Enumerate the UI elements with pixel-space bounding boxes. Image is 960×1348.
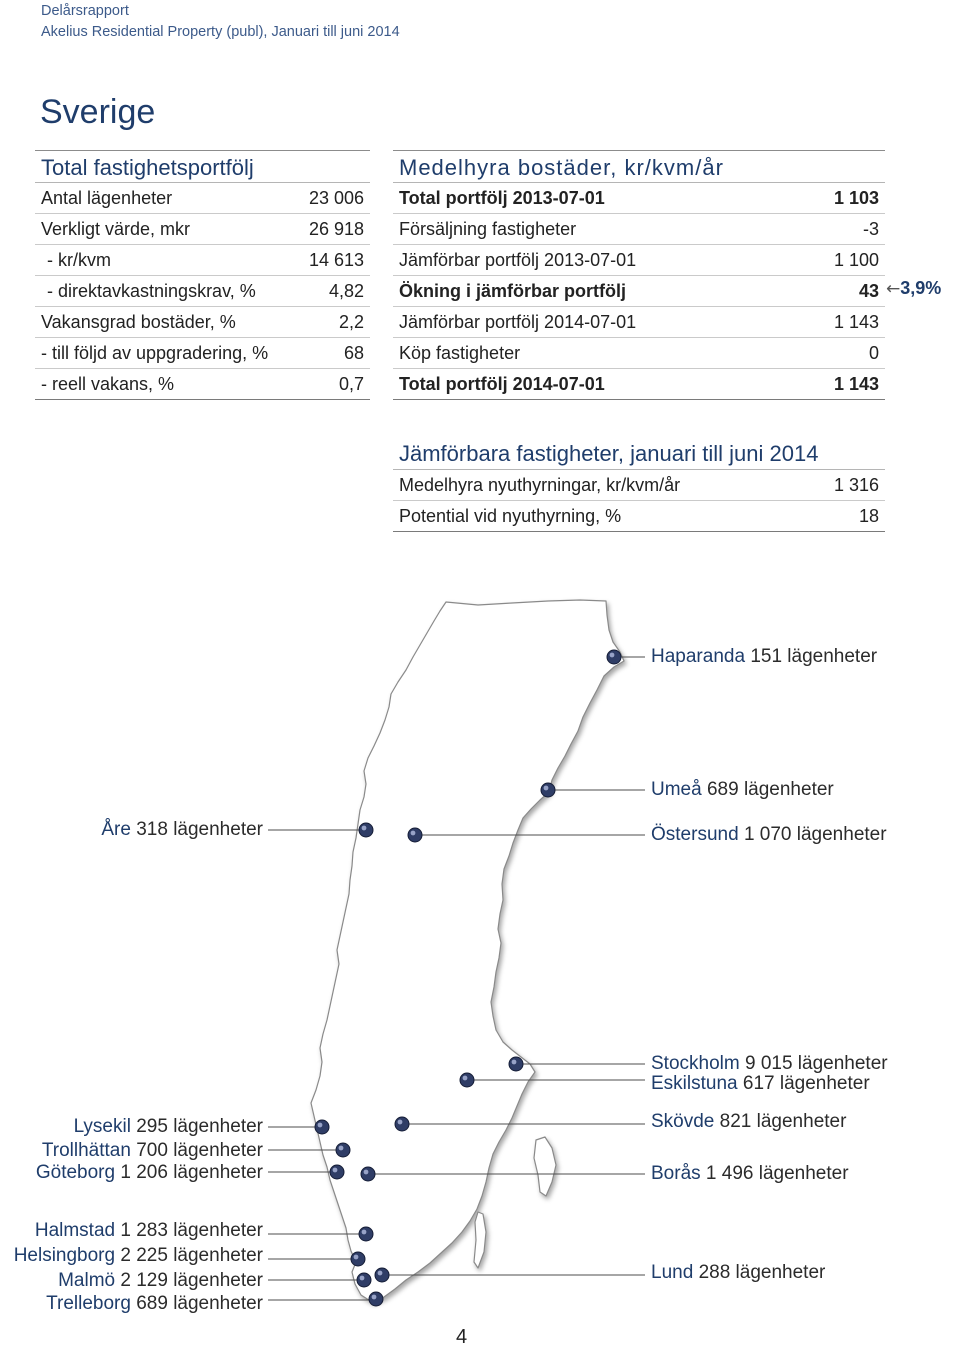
location-label-are <box>101 819 263 841</box>
map-marker-halmstad <box>359 1227 373 1241</box>
row-value: 1 143 <box>833 373 879 394</box>
table-row <box>35 338 370 369</box>
map-marker-trollhattan <box>336 1143 350 1157</box>
row-value: 2,2 <box>338 311 364 332</box>
increase-percent: 3,9% <box>900 278 942 298</box>
city-name: Borås <box>651 1163 701 1184</box>
map-marker-trelleborg <box>369 1292 383 1306</box>
page-number: 4 <box>456 1326 468 1348</box>
table-row <box>35 214 370 245</box>
city-name: Göteborg <box>35 1162 116 1183</box>
table-row <box>35 276 370 307</box>
apartment-count: 295 lägenheter <box>136 1116 263 1137</box>
table-row <box>393 183 885 214</box>
apartment-count: 689 lägenheter <box>706 779 834 800</box>
row-value: 68 <box>343 342 364 363</box>
table-row <box>35 245 370 276</box>
location-label-lysekil <box>74 1116 263 1138</box>
city-name: Haparanda <box>651 646 746 667</box>
portfolio-table <box>35 150 370 400</box>
city-name: Malmö <box>58 1270 116 1291</box>
row-value: 14 613 <box>308 249 364 270</box>
city-name: Stockholm <box>651 1053 740 1074</box>
map-marker-lund <box>375 1268 389 1282</box>
row-label: Jämförbar portfölj 2014-07-01 <box>399 311 637 332</box>
gotland-island <box>534 1137 556 1196</box>
table-row <box>35 183 370 214</box>
report-type: Delårsrapport <box>41 3 129 19</box>
row-label: Total portfölj 2013-07-01 <box>399 187 605 208</box>
row-value: 26 918 <box>308 218 364 239</box>
row-value: 0,7 <box>338 373 364 394</box>
apartment-count: 821 lägenheter <box>719 1111 847 1132</box>
table-title: Total fastighetsportfölj <box>35 150 370 183</box>
row-label: Försäljning fastigheter <box>399 218 577 239</box>
location-label-eskilstuna <box>651 1073 870 1095</box>
table-row <box>393 307 885 338</box>
apartment-count: 2 225 lägenheter <box>120 1245 263 1266</box>
row-label: Vakansgrad bostäder, % <box>41 311 236 332</box>
map-marker-are <box>359 823 373 837</box>
table-row <box>35 307 370 338</box>
apartment-count: 2 129 lägenheter <box>120 1270 263 1291</box>
apartment-count: 288 lägenheter <box>698 1262 826 1283</box>
map-marker-haparanda <box>607 650 621 664</box>
map-marker-helsingborg <box>351 1252 365 1266</box>
location-label-skovde <box>651 1111 846 1133</box>
report-subtitle: Akelius Residential Property (publ), Januari till juni 2014 <box>41 24 400 40</box>
apartment-count: 318 lägenheter <box>136 819 263 840</box>
row-value: -3 <box>862 218 879 239</box>
increase-note <box>886 277 941 300</box>
table-row <box>393 369 885 400</box>
report-header <box>41 1 400 43</box>
location-label-stockholm <box>651 1053 888 1075</box>
map-marker-goteborg <box>330 1165 344 1179</box>
location-label-malmo <box>58 1270 263 1292</box>
location-label-umea <box>651 779 834 801</box>
row-label: Ökning i jämförbar portfölj <box>399 280 627 301</box>
row-value: 43 <box>858 280 879 301</box>
apartment-count: 1 496 lägenheter <box>705 1163 849 1184</box>
oland-island <box>474 1212 486 1268</box>
location-label-ostersund <box>651 824 887 846</box>
city-name: Trelleborg <box>46 1293 131 1314</box>
table-row <box>393 501 885 532</box>
table-row <box>393 470 885 501</box>
table-row <box>35 369 370 400</box>
row-label: - direktavkastningskrav, % <box>47 280 256 301</box>
arrow-left-icon: ← <box>886 279 901 299</box>
table-row <box>393 245 885 276</box>
row-label: Total portfölj 2014-07-01 <box>399 373 605 394</box>
table-row <box>393 338 885 369</box>
row-label: - kr/kvm <box>47 249 111 270</box>
location-label-boras <box>651 1163 849 1185</box>
table-title: Jämförbara fastigheter, januari till juni 2014 <box>393 437 885 470</box>
location-label-haparanda <box>651 646 877 668</box>
row-label: Medelhyra nyuthyrningar, kr/kvm/år <box>399 474 681 495</box>
row-value: 4,82 <box>328 280 364 301</box>
row-label: Antal lägenheter <box>41 187 173 208</box>
table-row <box>393 214 885 245</box>
row-value: 18 <box>858 505 879 526</box>
row-label: Potential vid nyuthyrning, % <box>399 505 622 526</box>
table-title: Medelhyra bostäder, kr/kvm/år <box>393 150 885 183</box>
map-marker-malmo <box>357 1273 371 1287</box>
map-marker-ostersund <box>408 828 422 842</box>
apartment-count: 1 283 lägenheter <box>120 1220 263 1241</box>
row-value: 0 <box>868 342 879 363</box>
city-name: Lysekil <box>73 1116 131 1137</box>
row-label: Verkligt värde, mkr <box>41 218 191 239</box>
comparable-table <box>393 437 885 532</box>
location-label-lund <box>651 1262 825 1284</box>
row-label: - till följd av uppgradering, % <box>41 342 269 363</box>
row-value: 23 006 <box>308 187 364 208</box>
sweden-outline <box>311 600 624 1302</box>
rent-table <box>393 150 885 400</box>
apartment-count: 700 lägenheter <box>136 1140 263 1161</box>
apartment-count: 1 206 lägenheter <box>120 1162 263 1183</box>
table-body <box>393 470 885 532</box>
row-value: 1 100 <box>833 249 879 270</box>
city-name: Trollhättan <box>41 1140 131 1161</box>
row-value: 1 143 <box>833 311 879 332</box>
city-name: Lund <box>651 1262 694 1283</box>
map-marker-eskilstuna <box>460 1073 474 1087</box>
table-body <box>35 183 370 400</box>
city-name: Eskilstuna <box>651 1073 738 1094</box>
map-marker-boras <box>361 1167 375 1181</box>
apartment-count: 1 070 lägenheter <box>743 824 887 845</box>
city-name: Östersund <box>651 824 739 845</box>
apartment-count: 9 015 lägenheter <box>744 1053 888 1074</box>
location-label-halmstad <box>35 1220 263 1242</box>
apartment-count: 151 lägenheter <box>750 646 878 667</box>
map-marker-umea <box>541 783 555 797</box>
location-label-trelleborg <box>46 1293 263 1315</box>
location-label-helsingborg <box>14 1245 263 1267</box>
city-name: Halmstad <box>34 1220 116 1241</box>
apartment-count: 689 lägenheter <box>136 1293 263 1314</box>
page-title: Sverige <box>40 93 156 131</box>
city-name: Umeå <box>651 779 702 800</box>
map-marker-stockholm <box>509 1057 523 1071</box>
map-marker-lysekil <box>315 1120 329 1134</box>
table-row <box>393 276 885 307</box>
city-name: Åre <box>101 819 131 840</box>
row-value: 1 316 <box>833 474 879 495</box>
map-marker-skovde <box>395 1117 409 1131</box>
row-value: 1 103 <box>833 187 879 208</box>
row-label: Jämförbar portfölj 2013-07-01 <box>399 249 637 270</box>
apartment-count: 617 lägenheter <box>742 1073 870 1094</box>
city-name: Helsingborg <box>13 1245 116 1266</box>
location-label-trollhattan <box>42 1140 263 1162</box>
row-label: - reell vakans, % <box>41 373 175 394</box>
row-label: Köp fastigheter <box>399 342 521 363</box>
location-label-goteborg <box>36 1162 263 1184</box>
table-body <box>393 183 885 400</box>
city-name: Skövde <box>651 1111 715 1132</box>
